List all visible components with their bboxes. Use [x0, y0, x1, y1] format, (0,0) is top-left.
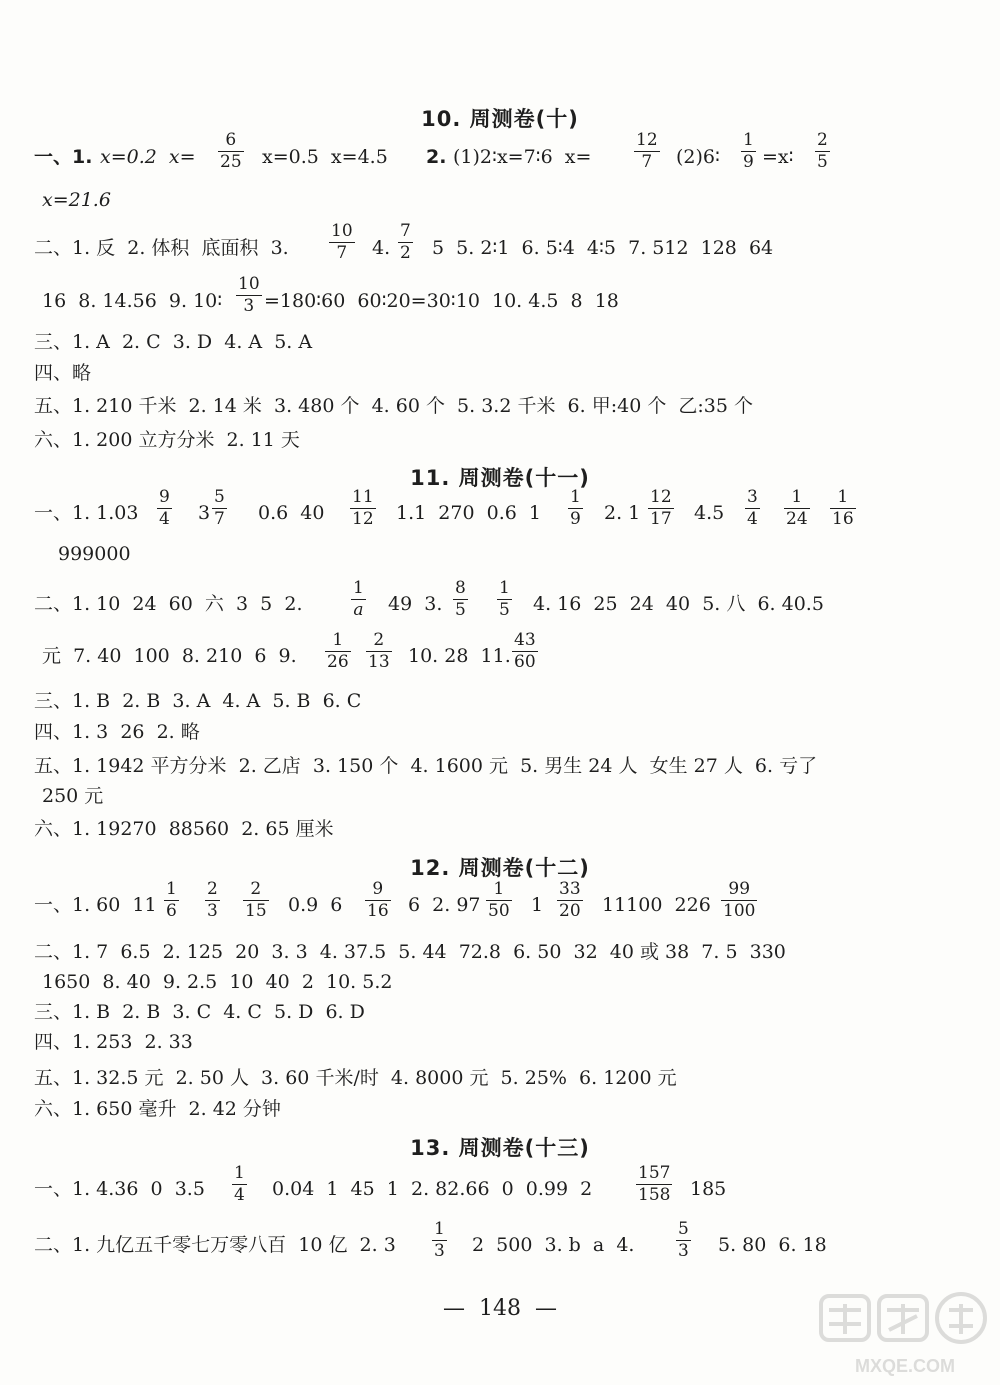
answer-text: 3 — [198, 502, 211, 524]
fraction: 11 12 — [352, 487, 374, 529]
answer-text: 5 5. 2∶1 6. 5∶4 4∶5 7. 512 128 64 — [432, 237, 774, 259]
answer-text: 三、1. B 2. B 3. C 4. C 5. D 6. D — [34, 1001, 365, 1023]
answer-text: 五、1. 1942 平方分米 2. 乙店 3. 150 个 4. 1600 元 5. 男生 24 人 女生 27 人 6. 亏了 — [34, 755, 818, 777]
answer-text: 三、1. B 2. B 3. A 4. A 5. B 6. C — [34, 690, 362, 712]
fraction: 43 60 — [514, 630, 536, 672]
fraction: 2 15 — [245, 879, 267, 921]
answer-text: 4.5 — [694, 502, 725, 524]
page-number: — 148 — — [443, 1296, 557, 1321]
answer-text: 1650 8. 40 9. 2.5 10 40 2 10. 5.2 — [42, 971, 393, 993]
answer-text: 16 8. 14.56 9. 10∶ — [42, 290, 223, 312]
fraction: 1 a — [353, 578, 364, 620]
answer-text: 0.04 1 45 1 2. 82.66 0 0.99 2 — [272, 1178, 593, 1200]
answer-text: 六、1. 19270 88560 2. 65 厘米 — [34, 818, 334, 840]
fraction: 5 3 — [678, 1219, 689, 1261]
fraction: 1 50 — [488, 879, 510, 921]
answer-text: (1)2∶x=7∶6 x= — [453, 146, 592, 168]
fraction: 1 6 — [166, 879, 177, 921]
answer-text: 二、1. 7 6.5 2. 125 20 3. 3 4. 37.5 5. 44 72.8 6. 50 32 40 或 38 7. 5 330 — [34, 941, 786, 963]
fraction: 99 100 — [723, 879, 756, 921]
answer-text: 六、1. 200 立方分米 2. 11 天 — [34, 429, 300, 451]
fraction: 9 4 — [159, 487, 170, 529]
fraction: 12 17 — [650, 487, 672, 529]
fraction: 10 7 — [331, 221, 353, 263]
fraction: 33 20 — [559, 879, 581, 921]
answer-text: (2)6∶ — [676, 146, 720, 168]
fraction: 12 7 — [636, 130, 658, 172]
fraction: 2 5 — [817, 130, 828, 172]
answer-text: 0.9 6 — [288, 894, 343, 916]
fraction: 6 25 — [220, 130, 242, 172]
answer-text: 二、1. 反 2. 体积 底面积 3. — [34, 237, 289, 259]
answer-text: 六、1. 650 毫升 2. 42 分钟 — [34, 1098, 281, 1120]
fraction: 5 7 — [214, 487, 225, 529]
answer-text: 0.6 40 — [258, 502, 325, 524]
answer-text: 1.1 270 0.6 1 — [396, 502, 542, 524]
answer-text: 11100 226 — [602, 894, 711, 916]
section-title: 10. 周测卷(十) — [421, 107, 579, 131]
fraction: 2 3 — [207, 879, 218, 921]
fraction: 1 24 — [786, 487, 808, 529]
answer-text: 四、1. 3 26 2. 略 — [34, 721, 200, 743]
fraction: 2 13 — [368, 630, 390, 672]
fraction: 1 16 — [832, 487, 854, 529]
answer-text: 4. — [372, 237, 391, 259]
answer-text: 二、1. 九亿五千零七万零八百 10 亿 2. 3 — [34, 1234, 396, 1256]
answer-text: 一、1. 1.03 — [34, 502, 139, 524]
answer-text: =x∶ — [762, 146, 794, 168]
answer-text: 五、1. 210 千米 2. 14 米 3. 480 个 4. 60 个 5. 3.2 千米 6. 甲:40 个 乙:35 个 — [34, 395, 754, 417]
answer-text: 2 500 3. b a 4. — [472, 1234, 635, 1256]
answer-text: 10. 28 11. — [408, 645, 511, 667]
fraction: 1 9 — [743, 130, 754, 172]
fraction: 1 9 — [570, 487, 581, 529]
fraction: 1 26 — [327, 630, 349, 672]
fraction: 1 5 — [499, 578, 510, 620]
answer-text: 2. — [426, 146, 447, 168]
fraction: 8 5 — [455, 578, 466, 620]
answer-text: 三、1. A 2. C 3. D 4. A 5. A — [34, 331, 313, 353]
watermark-logo — [815, 1290, 995, 1380]
answer-text: x=0.2 x= — [100, 146, 196, 168]
answer-text: x=0.5 x=4.5 — [262, 146, 388, 168]
answer-text: 元 7. 40 100 8. 210 6 9. — [42, 645, 297, 667]
answer-text: 185 — [690, 1178, 727, 1200]
svg-text:MXQE.COM: MXQE.COM — [854, 1356, 956, 1376]
section-title: 11. 周测卷(十一) — [410, 466, 590, 490]
answer-text: 49 3. — [388, 593, 443, 615]
fraction: 157 158 — [638, 1163, 671, 1205]
answer-text: 2. 1 — [604, 502, 641, 524]
answer-text: 四、1. 253 2. 33 — [34, 1031, 193, 1053]
fraction: 1 3 — [434, 1219, 445, 1261]
answer-text: 四、略 — [34, 362, 92, 384]
fraction: 10 3 — [238, 274, 260, 316]
answer-text: 一、1. 4.36 0 3.5 — [34, 1178, 205, 1200]
answer-text: x=21.6 — [42, 189, 111, 211]
fraction: 7 2 — [400, 221, 411, 263]
fraction: 9 16 — [367, 879, 389, 921]
answer-text: 一、1. — [34, 146, 93, 168]
answer-text: 二、1. 10 24 60 六 3 5 2. — [34, 593, 303, 615]
answer-text: 五、1. 32.5 元 2. 50 人 3. 60 千米/时 4. 8000 元 5. 25% 6. 1200 元 — [34, 1067, 677, 1089]
section-title: 13. 周测卷(十三) — [410, 1136, 590, 1160]
section-title: 12. 周测卷(十二) — [410, 856, 590, 880]
answer-text: =180∶60 60∶20=30∶10 10. 4.5 8 18 — [264, 290, 619, 312]
fraction: 3 4 — [747, 487, 758, 529]
answer-text: 6 2. 97 — [408, 894, 481, 916]
answer-text: 1 — [531, 894, 544, 916]
answer-text: 4. 16 25 24 40 5. 八 6. 40.5 — [533, 593, 824, 615]
fraction: 1 4 — [234, 1163, 245, 1205]
answer-text: 999000 — [58, 543, 131, 565]
answer-text: 5. 80 6. 18 — [718, 1234, 827, 1256]
answer-text: 250 元 — [42, 785, 104, 807]
answer-text: 一、1. 60 11 — [34, 894, 157, 916]
